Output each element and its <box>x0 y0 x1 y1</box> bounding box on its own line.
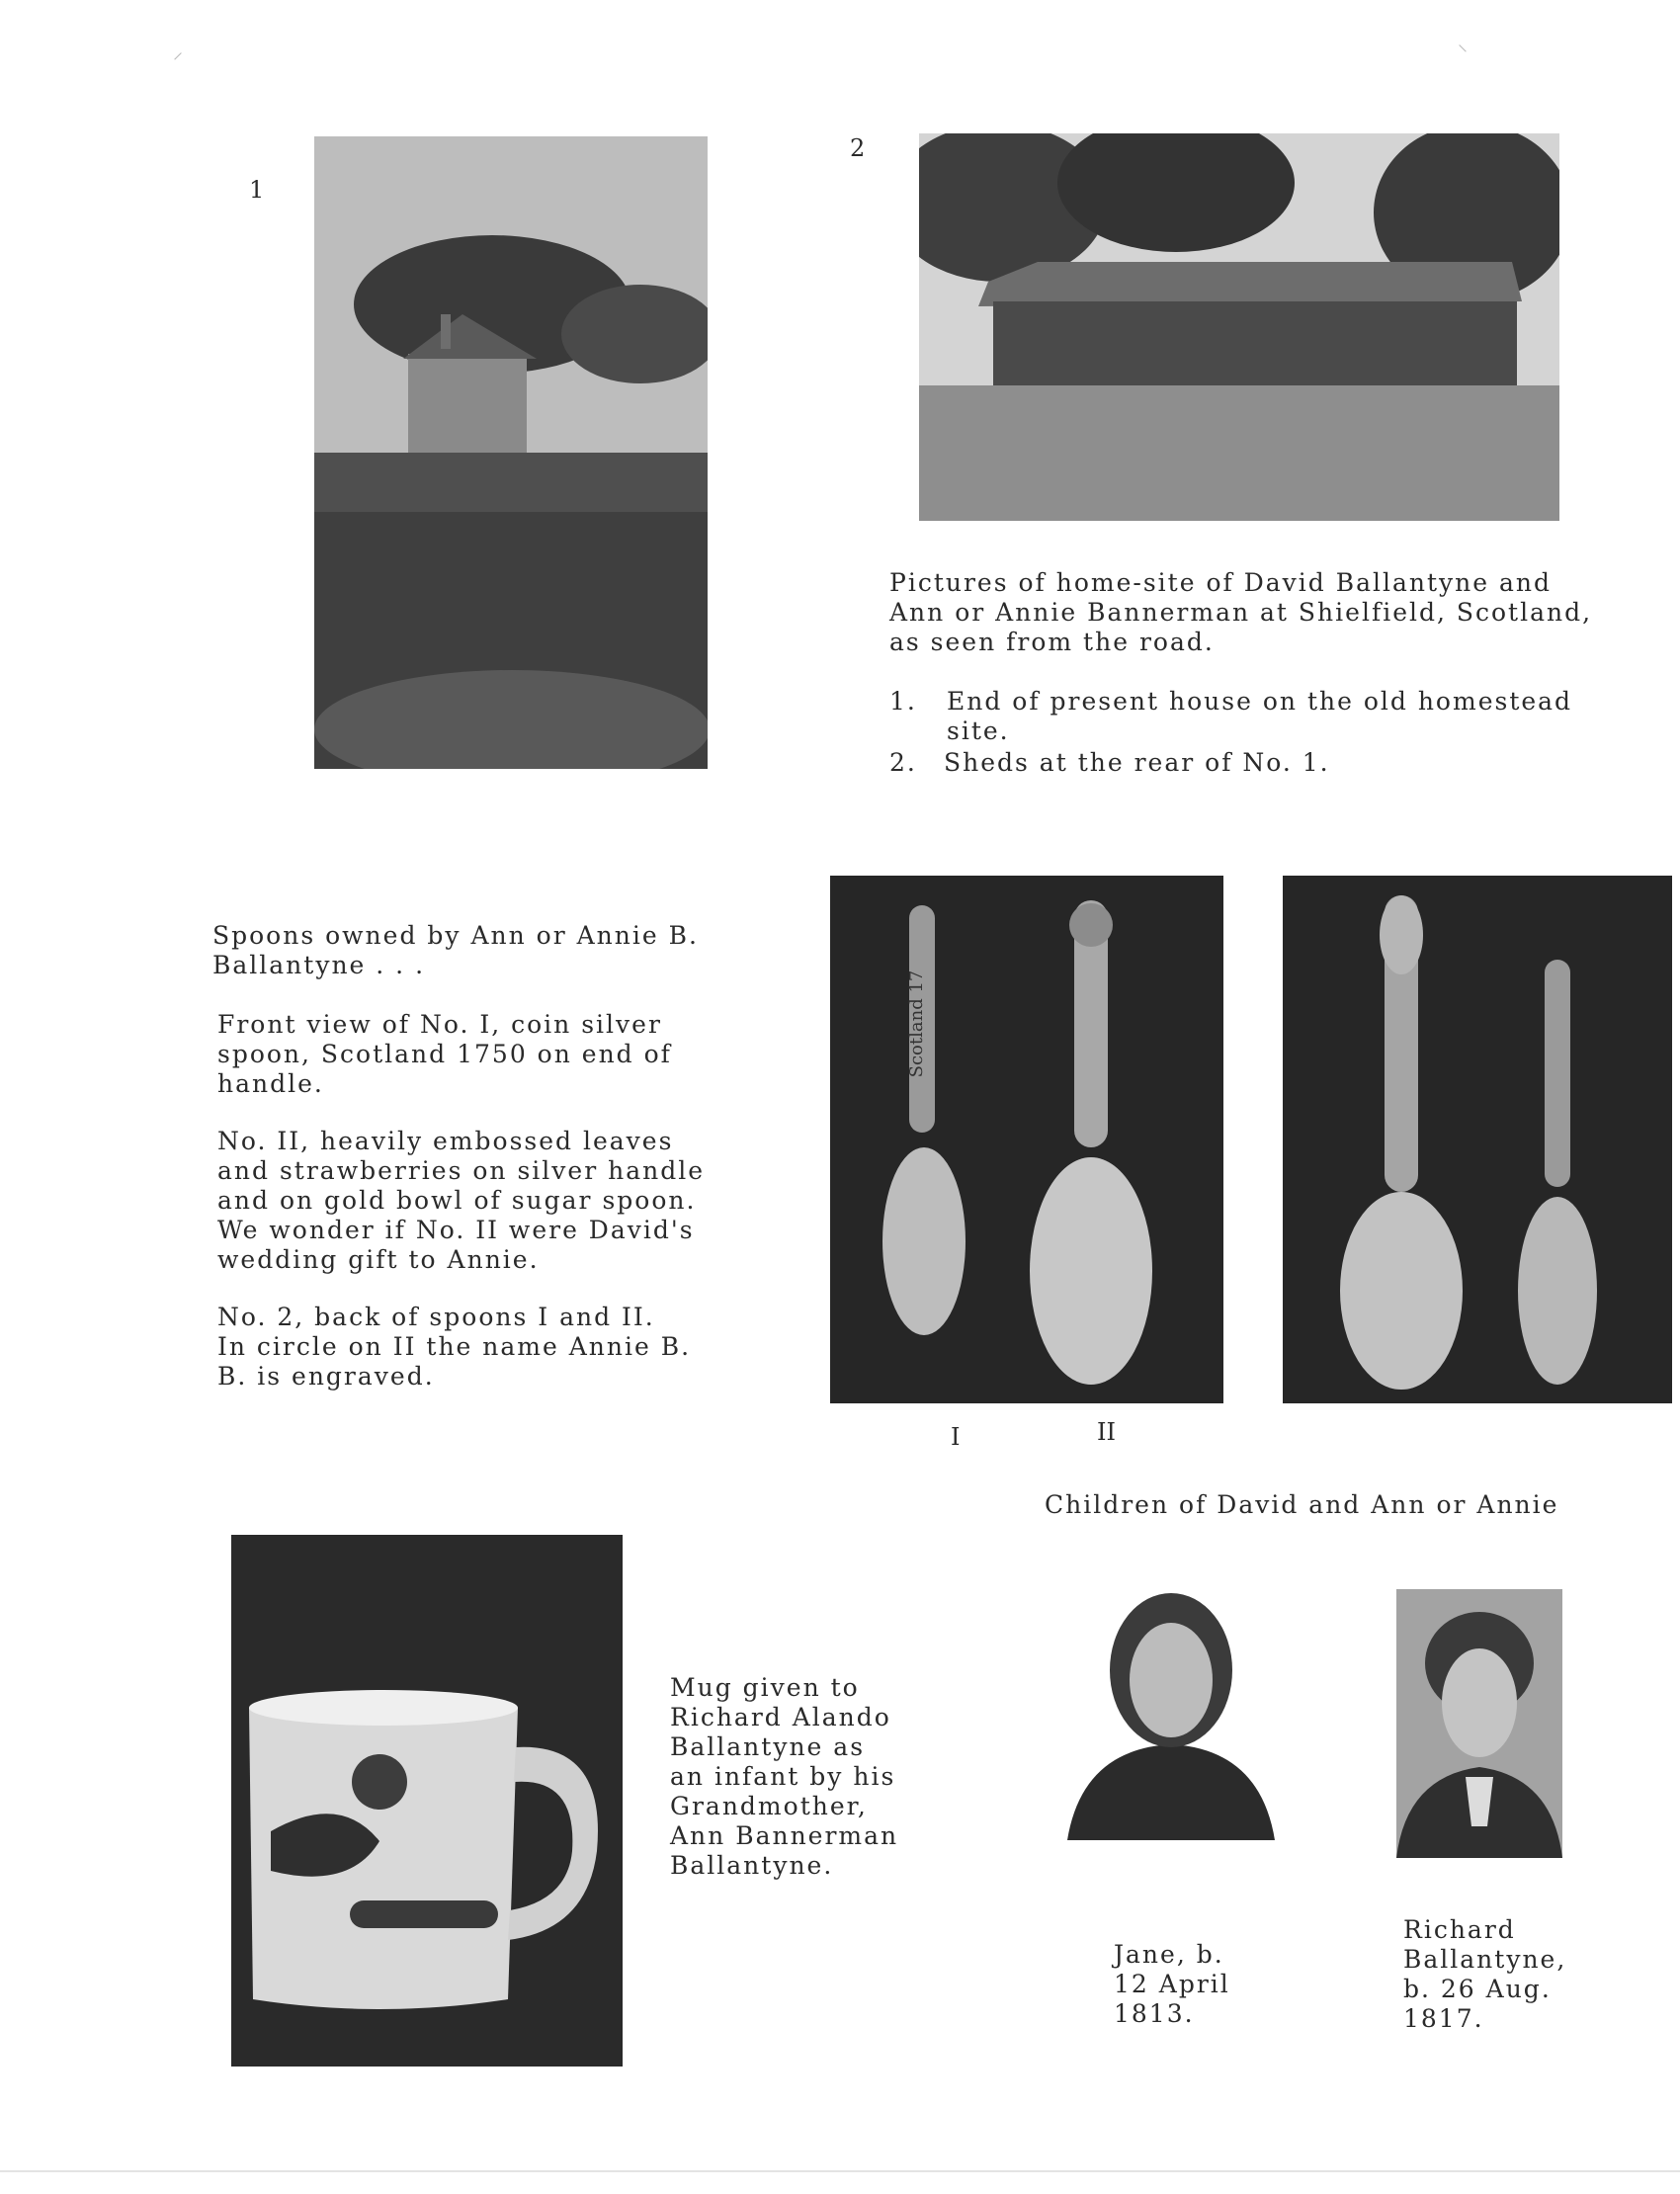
homesite-item-1-text: End of present house on the old homestead site. <box>947 687 1573 745</box>
spoon-label-i: I <box>951 1423 961 1451</box>
homesite-item-2-number: 2. <box>889 748 917 777</box>
spoons-paragraph-1: Spoons owned by Ann or Annie B. Ballantyne . . . <box>212 921 699 979</box>
spoon-engraving: Scotland 17 <box>906 970 927 1078</box>
house-photo <box>314 136 708 769</box>
scan-mark-right: ⸜ <box>1458 32 1468 55</box>
spoons-front-photo <box>830 876 1223 1403</box>
richard-caption: Richard Ballantyne, b. 26 Aug. 1817. <box>1403 1915 1567 2033</box>
homesite-item-2-text: Sheds at the rear of No. 1. <box>944 748 1330 777</box>
spoon-label-ii: II <box>1097 1418 1116 1446</box>
sheds-photo <box>919 133 1559 521</box>
homesite-caption: Pictures of home-site of David Ballantyne and Ann or Annie Bannerman at Shielfield, Scotland, as seen from the road. <box>889 568 1593 656</box>
spoons-back-photo <box>1283 876 1672 1403</box>
children-heading: Children of David and Ann or Annie <box>1045 1490 1559 1519</box>
photo-2-number: 2 <box>850 134 866 162</box>
homesite-item-1-number: 1. <box>889 687 917 716</box>
photo-1-number: 1 <box>249 176 265 204</box>
bottom-edge <box>0 2170 1680 2172</box>
spoons-paragraph-3: No. II, heavily embossed leaves and strawberries on silver handle and on gold bowl of sugar spoon. We wonder if No. II were David's wedding gift to Annie. <box>217 1127 705 1274</box>
scan-mark-left: ⸝ <box>173 40 183 63</box>
richard-portrait <box>1396 1589 1562 1858</box>
spoons-paragraph-2: Front view of No. I, coin silver spoon, Scotland 1750 on end of handle. <box>217 1010 672 1098</box>
mug-caption: Mug given to Richard Alando Ballantyne as an infant by his Grandmother, Ann Bannerman Ballantyne. <box>670 1673 899 1880</box>
spoons-paragraph-4: No. 2, back of spoons I and II. In circle on II the name Annie B. B. is engraved. <box>217 1303 692 1391</box>
jane-caption: Jane, b. 12 April 1813. <box>1114 1940 1230 2028</box>
mug-photo <box>231 1535 623 2067</box>
jane-portrait <box>1062 1581 1280 1840</box>
